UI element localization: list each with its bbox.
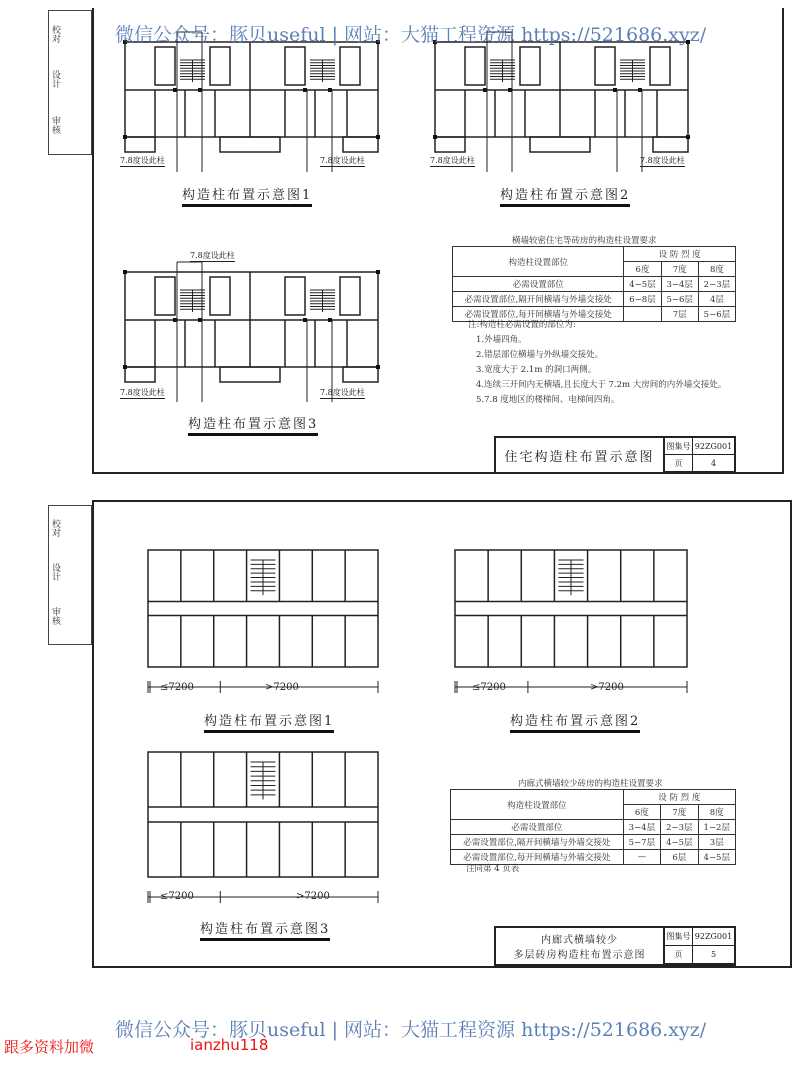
room (210, 47, 230, 85)
title-line: 内廊式横墙较少 (541, 935, 618, 946)
table-row (453, 277, 736, 292)
dimension-label: >7200 (296, 891, 330, 902)
atlas-label: 图集号 (664, 928, 692, 946)
column-marker (483, 88, 487, 92)
atlas-number: 92ZG001 (692, 438, 734, 455)
figure-caption: 构造柱布置示意图2 (500, 184, 630, 207)
cell: 3−4层 (623, 820, 660, 835)
note: 注同第 4 页表 (466, 864, 520, 874)
stamp-label: 校对 (50, 24, 60, 43)
stamp-label: 设计 (50, 70, 60, 89)
note-line: 4.连续三开间内无横墙,且长度大于 7.2m 大房间的内外墙交接处。 (476, 380, 727, 390)
dimension-label: ≤7200 (160, 891, 194, 902)
table-row (451, 835, 736, 850)
cell: 必需设置部位,隔开间横墙与外墙交接处 (451, 835, 624, 850)
cell: 4−5层 (624, 277, 661, 292)
balcony (530, 137, 590, 152)
note-line: 注:构造柱必需设置的部位为: (468, 320, 576, 330)
approval-stamp (48, 10, 92, 155)
cell: — (623, 850, 660, 865)
header-cell: 构造柱设置部位 (451, 790, 624, 820)
stamp-label: 设计 (50, 563, 60, 581)
figure-caption: 构造柱布置示意图3 (200, 918, 330, 941)
stamp-label: 审核 (50, 607, 60, 625)
column-marker (123, 365, 127, 369)
cell: 5−6层 (661, 292, 698, 307)
header-cell: 8度 (698, 262, 735, 277)
column-label: 7.8度设此柱 (640, 156, 685, 165)
header-cell: 6度 (623, 805, 660, 820)
page-label: 页 (664, 455, 692, 472)
table-title: 横墙较密住宅等砖房的构造柱设置要求 (512, 236, 657, 246)
title-block (494, 436, 736, 474)
requirements-table (452, 246, 736, 322)
page-number: 4 (692, 455, 734, 472)
atlas-number: 92ZG001 (692, 928, 734, 946)
drawing-title (496, 928, 664, 964)
header-cell: 7度 (661, 262, 698, 277)
cell: 4层 (698, 292, 735, 307)
note-line: 5.7.8 度地区的楼梯间、电梯间四角。 (476, 395, 620, 405)
room (155, 277, 175, 315)
room (155, 47, 175, 85)
notes (468, 318, 736, 408)
corridor-plan-2 (452, 545, 692, 695)
dimension-label: ≤7200 (160, 682, 194, 693)
cell: 必需设置部位,每开间横墙与外墙交接处 (453, 307, 624, 322)
column-marker (686, 135, 690, 139)
column-marker (198, 88, 202, 92)
header-cell: 7度 (661, 805, 698, 820)
cell: 4−5层 (698, 850, 735, 865)
balcony (435, 137, 465, 152)
column-marker (198, 318, 202, 322)
column-marker (123, 135, 127, 139)
column-marker (613, 88, 617, 92)
room (595, 47, 615, 85)
header-cell: 构造柱设置部位 (453, 247, 624, 277)
table-row (453, 292, 736, 307)
balcony (125, 137, 155, 152)
cell: 2−3层 (698, 277, 735, 292)
page-number: 5 (692, 946, 734, 964)
cell: 3层 (698, 835, 735, 850)
cell: 5−6层 (698, 307, 735, 322)
column-label: 7.8度设此柱 (120, 156, 165, 165)
column-marker (303, 318, 307, 322)
cell: 3−4层 (661, 277, 698, 292)
figure-caption: 构造柱布置示意图3 (188, 413, 318, 436)
contact-prefix: 跟多资料加微 (4, 1038, 95, 1056)
balcony (220, 367, 280, 382)
drawing-title: 住宅构造柱布置示意图 (496, 438, 664, 472)
cell: 必需设置部位,隔开间横墙与外墙交接处 (453, 292, 624, 307)
figure-caption: 构造柱布置示意图1 (204, 710, 334, 733)
stamp-label: 审核 (50, 116, 60, 135)
corridor-plan-1 (145, 545, 385, 695)
column-marker (433, 135, 437, 139)
room (285, 47, 305, 85)
note-line: 3.宽度大于 2.1m 的洞口两侧。 (476, 365, 597, 375)
cell: 2−3层 (661, 820, 698, 835)
title-block (494, 926, 736, 966)
balcony (343, 367, 378, 382)
column-marker (376, 135, 380, 139)
column-label: 7.8度设此柱 (320, 388, 365, 397)
balcony (343, 137, 378, 152)
column-marker (123, 270, 127, 274)
balcony (125, 367, 155, 382)
column-label: 7.8度设此柱 (190, 251, 235, 260)
room (465, 47, 485, 85)
column-label: 7.8度设此柱 (430, 156, 475, 165)
note-line: 2.错层部位横墙与外纵墙交接处。 (476, 350, 604, 360)
room (340, 277, 360, 315)
column-label: 7.8度设此柱 (120, 388, 165, 397)
note-line: 1.外墙四角。 (476, 335, 527, 345)
corridor-plan-3 (145, 747, 385, 907)
room (340, 47, 360, 85)
header-cell: 设 防 烈 度 (624, 247, 736, 262)
balcony (220, 137, 280, 152)
dimension-label: ≤7200 (472, 682, 506, 693)
column-marker (303, 88, 307, 92)
watermark-bottom: 微信公众号：豚贝useful | 网站：大猫工程资源 https://521686.xyz/ (115, 1019, 707, 1041)
watermark-top: 微信公众号：豚贝useful | 网站：大猫工程资源 https://521686.xyz/ (115, 24, 707, 46)
cell: 5−7层 (623, 835, 660, 850)
dimension-label: >7200 (590, 682, 624, 693)
title-line: 多层砖房构造柱布置示意图 (513, 950, 646, 961)
floor-plan-3 (120, 250, 385, 405)
page-label: 页 (664, 946, 692, 964)
dimension-label: >7200 (265, 682, 299, 693)
cell: 4−5层 (661, 835, 698, 850)
column-label: 7.8度设此柱 (320, 156, 365, 165)
column-marker (376, 270, 380, 274)
room (285, 277, 305, 315)
room (650, 47, 670, 85)
room (520, 47, 540, 85)
cell: 必需设置部位,每开间横墙与外墙交接处 (451, 850, 624, 865)
column-marker (173, 88, 177, 92)
figure-caption: 构造柱布置示意图1 (182, 184, 312, 207)
cell: 6−8层 (624, 292, 661, 307)
table-title: 内廊式横墙较少砖房的构造柱设置要求 (518, 779, 663, 789)
cell: 7层 (661, 307, 698, 322)
requirements-table (450, 789, 736, 865)
column-marker (638, 88, 642, 92)
stamp-label: 校对 (50, 519, 60, 537)
cell: 必需设置部位 (453, 277, 624, 292)
table-row (451, 820, 736, 835)
atlas-label: 图集号 (664, 438, 692, 455)
column-marker (173, 318, 177, 322)
column-marker (328, 88, 332, 92)
approval-stamp (48, 505, 92, 645)
header-cell: 设 防 烈 度 (623, 790, 735, 805)
column-marker (376, 365, 380, 369)
column-marker (508, 88, 512, 92)
balcony (653, 137, 688, 152)
cell: 6层 (661, 850, 698, 865)
figure-caption: 构造柱布置示意图2 (510, 710, 640, 733)
cell: 1−2层 (698, 820, 735, 835)
header-cell: 8度 (698, 805, 735, 820)
cell: 必需设置部位 (451, 820, 624, 835)
header-cell: 6度 (624, 262, 661, 277)
contact-id: ianzhu118 (190, 1036, 269, 1054)
room (210, 277, 230, 315)
column-marker (328, 318, 332, 322)
